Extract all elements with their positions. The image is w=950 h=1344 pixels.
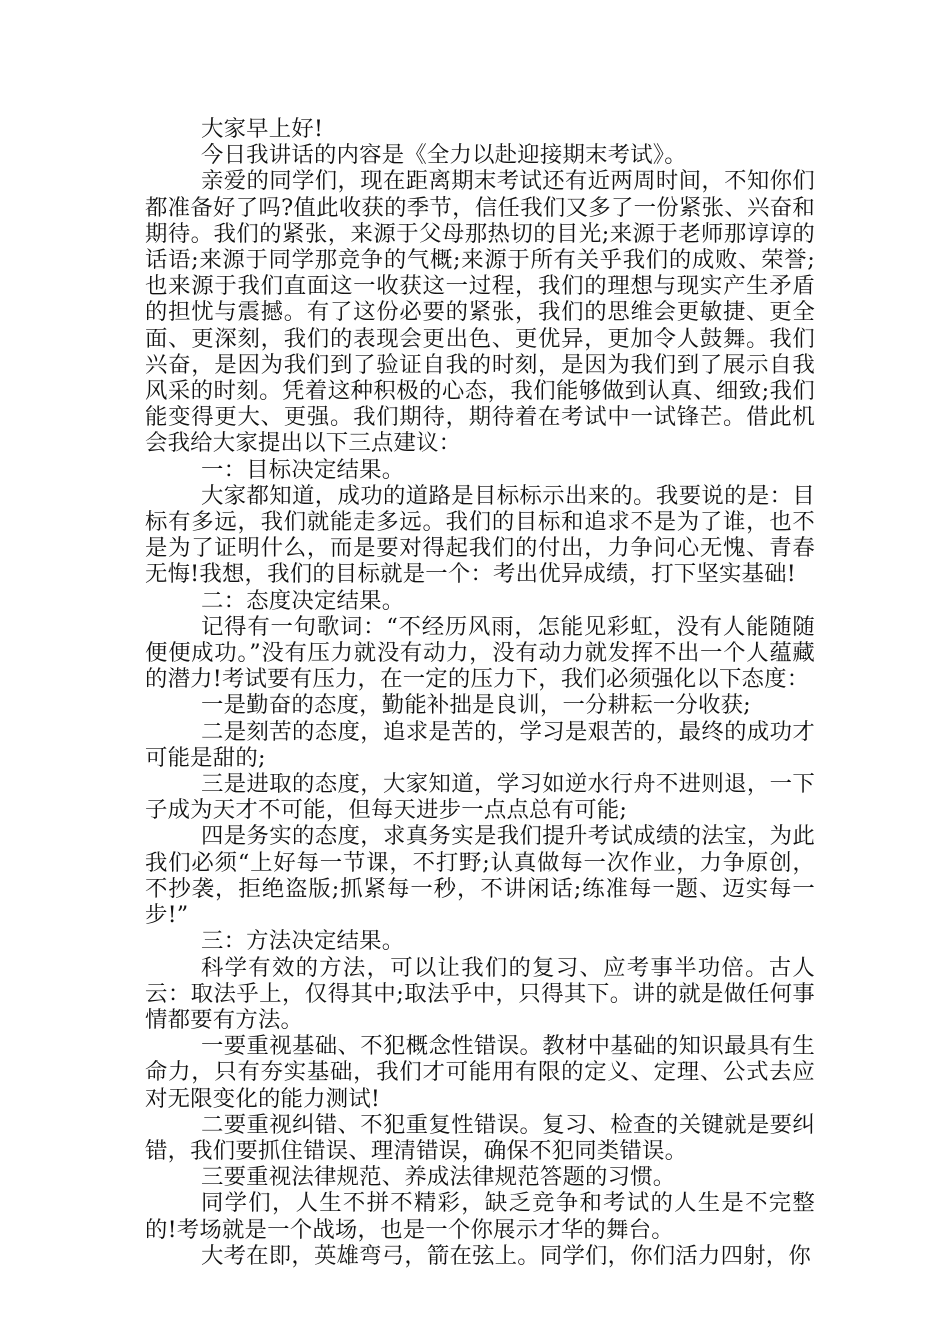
heading-method: 三：方法决定结果。 [201,928,405,955]
paragraph-closing: 大考在即，英雄弯弓，箭在弦上。同学们，你们活力四射，你 [201,1242,811,1269]
paragraph-stage: 同学们，人生不拼不精彩，缺乏竞争和考试的人生是不完整的!考场就是一个战场，也是一个你展示才华的舞台。 [145,1190,815,1243]
heading-attitude: 二：态度决定结果。 [201,587,405,614]
paragraph-attitude-hardworking: 二是刻苦的态度，追求是苦的，学习是艰苦的，最终的成功才可能是甜的; [145,718,815,771]
paragraph-greeting: 大家早上好! [201,116,324,142]
paragraph-method: 科学有效的方法，可以让我们的复习、应考事半功倍。古人云：取法乎上，仅得其中;取法乎中，只得其下。讲的就是做任何事情都要有方法。 [145,954,815,1033]
paragraph-attitude-progressive: 三是进取的态度，大家知道，学习如逆水行舟不进则退，一下子成为天才不可能，但每天进步一点点总有可能; [145,771,815,824]
paragraph-attitude-pragmatic: 四是务实的态度，求真务实是我们提升考试成绩的法宝，为此我们必须“上好每一节课，不打野;认真做每一次作业，力争原创，不抄袭，拒绝盗版;抓紧每一秒，不讲闲话;练准每一题、迈实每一步!” [145,823,815,929]
paragraph-method-correction: 二要重视纠错、不犯重复性错误。复习、检查的关键就是要纠错，我们要抓住错误、理清错误，确保不犯同类错误。 [145,1111,815,1164]
paragraph-attitude: 记得有一句歌词：“不经历风雨，怎能见彩虹，没有人能随随便便成功。”没有压力就没有动力，没有动力就发挥不出一个人蕴藏的潜力!考试要有压力，在一定的压力下，我们必须强化以下态度： [145,613,815,693]
paragraph-intro: 亲爱的同学们，现在距离期末考试还有近两周时间，不知你们都准备好了吗?值此收获的季节，信任我们又多了一份紧张、兴奋和期待。我们的紧张，来源于父母那热切的目光;来源于老师那谆谆的话语;来源于同学那竞争的气概;来源于所有关乎我们的成败、荣誉;也来源于我们直面这一收获这一过程，我们的理想与现实产生矛盾的担忧与震撼。有了这份必要的紧张，我们的思维会更敏捷、更全面、更深刻，我们的表现会更出色、更优异，更加令人鼓舞。我们兴奋，是因为我们到了验证自我的时刻，是因为我们到了展示自我风采的时刻。凭着这种积极的心态，我们能够做到认真、细致;我们能变得更大、更强。我们期待，期待着在考试中一试锋芒。借此机会我给大家提出以下三点建议： [145,168,815,457]
paragraph-attitude-diligent: 一是勤奋的态度，勤能补拙是良训，一分耕耘一分收获; [201,692,751,719]
paragraph-method-norms: 三要重视法律规范、养成法律规范答题的习惯。 [201,1164,676,1191]
heading-goal: 一：目标决定结果。 [201,456,405,483]
paragraph-method-basics: 一要重视基础、不犯概念性错误。教材中基础的知识最具有生命力，只有夯实基础，我们才可能用有限的定义、定理、公式去应对无限变化的能力测试! [145,1033,815,1112]
paragraph-goal: 大家都知道，成功的道路是目标标示出来的。我要说的是：目标有多远，我们就能走多远。我们的目标和追求不是为了谁，也不是为了证明什么，而是要对得起我们的付出，力争问心无愧、青春无悔!我想，我们的目标就是一个：考出优异成绩，打下坚实基础! [145,482,815,588]
paragraph-topic: 今日我讲话的内容是《全力以赴迎接期末考试》。 [201,142,687,169]
document-page [145,116,815,1269]
